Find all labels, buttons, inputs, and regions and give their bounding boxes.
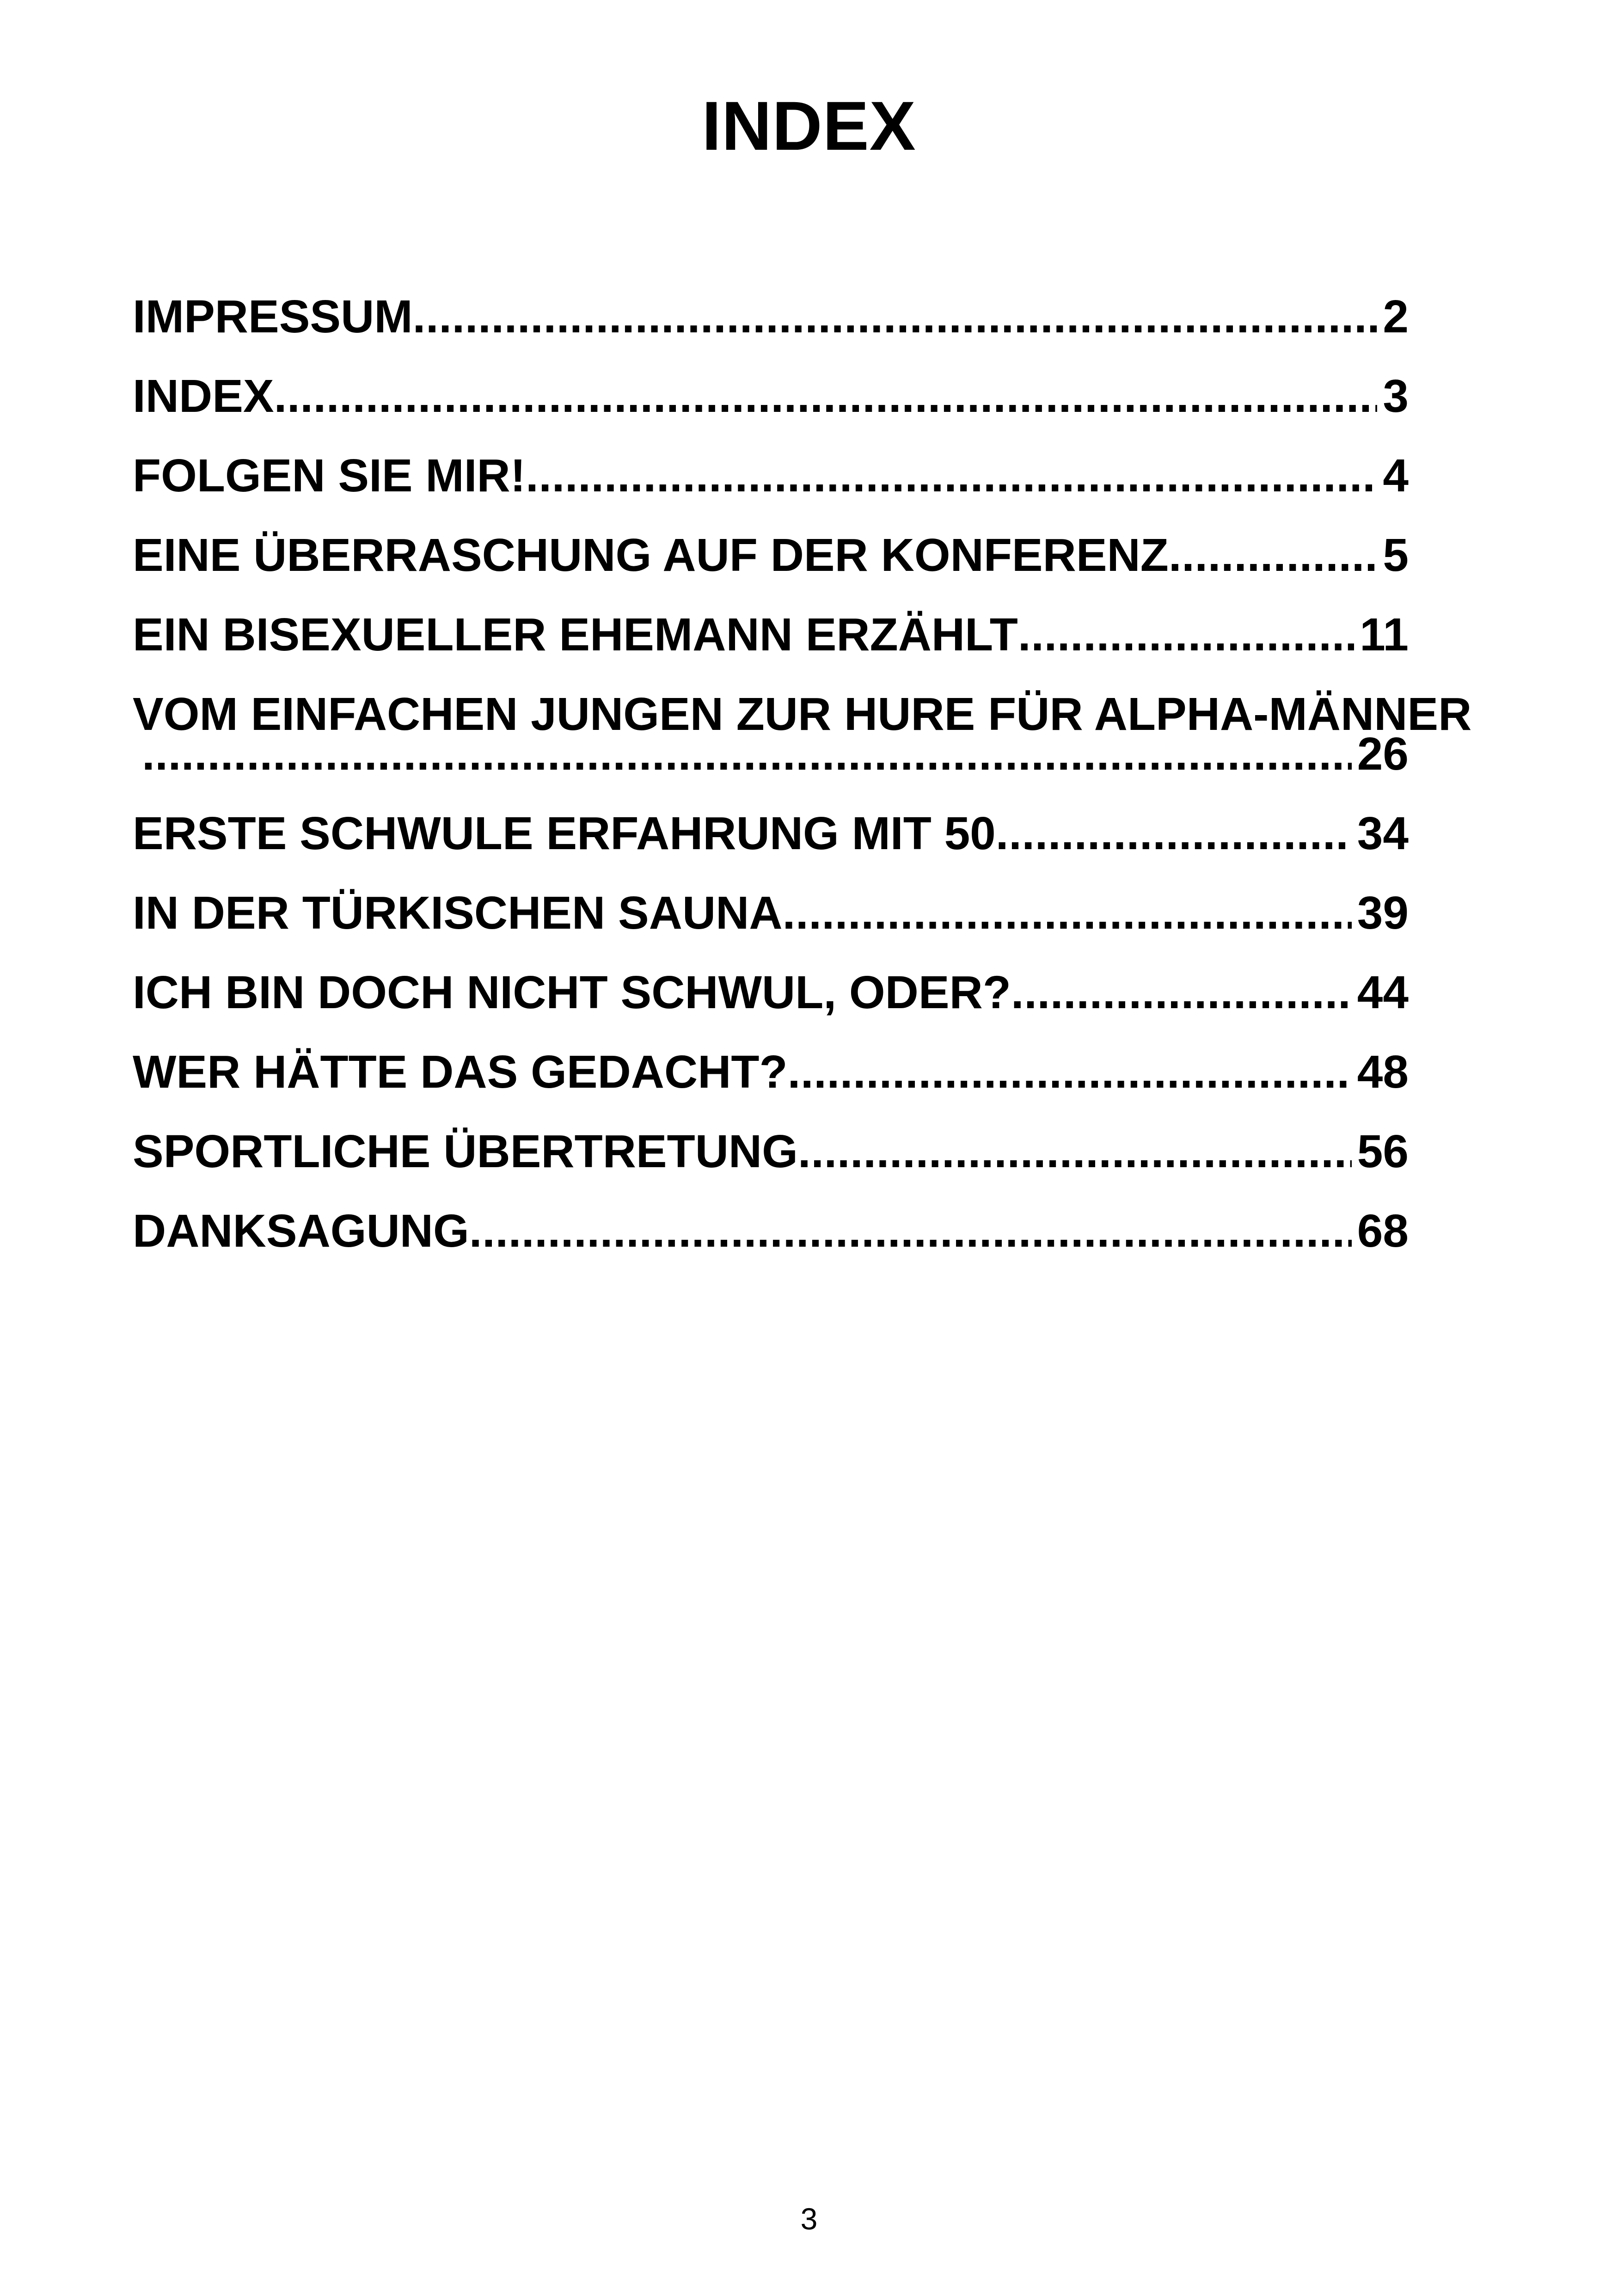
toc-entry-title: VOM EINFACHEN JUNGEN ZUR HURE FÜR ALPHA-MÄNNER xyxy=(133,688,1472,740)
toc-entry-sportliche-uebertretung[interactable] xyxy=(133,1121,1409,1201)
toc-entry-page: 3 xyxy=(1383,370,1409,422)
toc-entry-title: WER HÄTTE DAS GEDACHT? xyxy=(133,1046,788,1098)
toc-entry-page: 4 xyxy=(1383,450,1409,502)
toc-entry-folgen-sie-mir[interactable] xyxy=(133,446,1409,525)
toc-entry-nicht-schwul-oder[interactable] xyxy=(133,962,1409,1042)
toc-entry-title: INDEX xyxy=(133,370,274,422)
toc-entry-title: EINE ÜBERRASCHUNG AUF DER KONFERENZ xyxy=(133,529,1169,581)
toc-entry-page: 68 xyxy=(1357,1205,1409,1257)
toc-dot-leader xyxy=(798,1121,1352,1182)
toc-entry-page: 44 xyxy=(1357,967,1409,1018)
toc-dot-leader xyxy=(274,366,1378,426)
toc-entry-title: SPORTLICHE ÜBERTRETUNG xyxy=(133,1126,798,1177)
toc-dot-leader xyxy=(413,287,1378,347)
toc-entry-bisexueller-ehemann[interactable] xyxy=(133,605,1409,684)
toc-dot-leader xyxy=(996,803,1352,863)
toc-dot-leader xyxy=(1018,605,1354,665)
toc-dot-leader xyxy=(783,883,1352,943)
toc-entry-page: 39 xyxy=(1357,887,1409,939)
toc-entry-wer-haette-das-gedacht[interactable] xyxy=(133,1042,1409,1121)
toc-dot-leader xyxy=(142,724,1352,784)
toc-entry-einfachen-jungen[interactable] xyxy=(133,684,1472,803)
toc-entry-title: ICH BIN DOCH NICHT SCHWUL, ODER? xyxy=(133,967,1011,1018)
toc-entry-title: DANKSAGUNG xyxy=(133,1205,469,1257)
toc-entry-page: 56 xyxy=(1357,1126,1409,1177)
toc-dot-leader xyxy=(1011,962,1352,1022)
toc-entry-page: 48 xyxy=(1357,1046,1409,1098)
toc-entry-page: 34 xyxy=(1357,808,1409,859)
toc-dot-leader xyxy=(526,446,1377,506)
toc-entry-page: 5 xyxy=(1383,529,1409,581)
toc-entry-ueberraschung-konferenz[interactable] xyxy=(133,525,1409,605)
toc-dot-leader xyxy=(1169,525,1378,585)
page-number: 3 xyxy=(800,2202,818,2236)
toc-entry-erste-schwule-erfahrung[interactable] xyxy=(133,803,1409,883)
toc-entry-title: IMPRESSUM xyxy=(133,291,413,343)
toc-entry-title: EIN BISEXUELLER EHEMANN ERZÄHLT xyxy=(133,609,1018,661)
table-of-contents xyxy=(133,287,1472,1280)
page-title: INDEX xyxy=(702,87,916,165)
toc-entry-title: IN DER TÜRKISCHEN SAUNA xyxy=(133,887,783,939)
toc-dot-leader xyxy=(788,1042,1352,1102)
toc-entry-index[interactable] xyxy=(133,366,1409,446)
toc-dot-leader xyxy=(469,1201,1352,1261)
toc-entry-page: 26 xyxy=(1357,728,1409,780)
toc-entry-danksagung[interactable] xyxy=(133,1201,1409,1280)
toc-entry-title: ERSTE SCHWULE ERFAHRUNG MIT 50 xyxy=(133,808,996,859)
toc-entry-page: 2 xyxy=(1383,291,1409,343)
toc-entry-page: 11 xyxy=(1360,609,1409,661)
toc-entry-tuerkische-sauna[interactable] xyxy=(133,883,1409,962)
toc-entry-impressum[interactable] xyxy=(133,287,1409,366)
toc-entry-title: FOLGEN SIE MIR! xyxy=(133,450,526,502)
